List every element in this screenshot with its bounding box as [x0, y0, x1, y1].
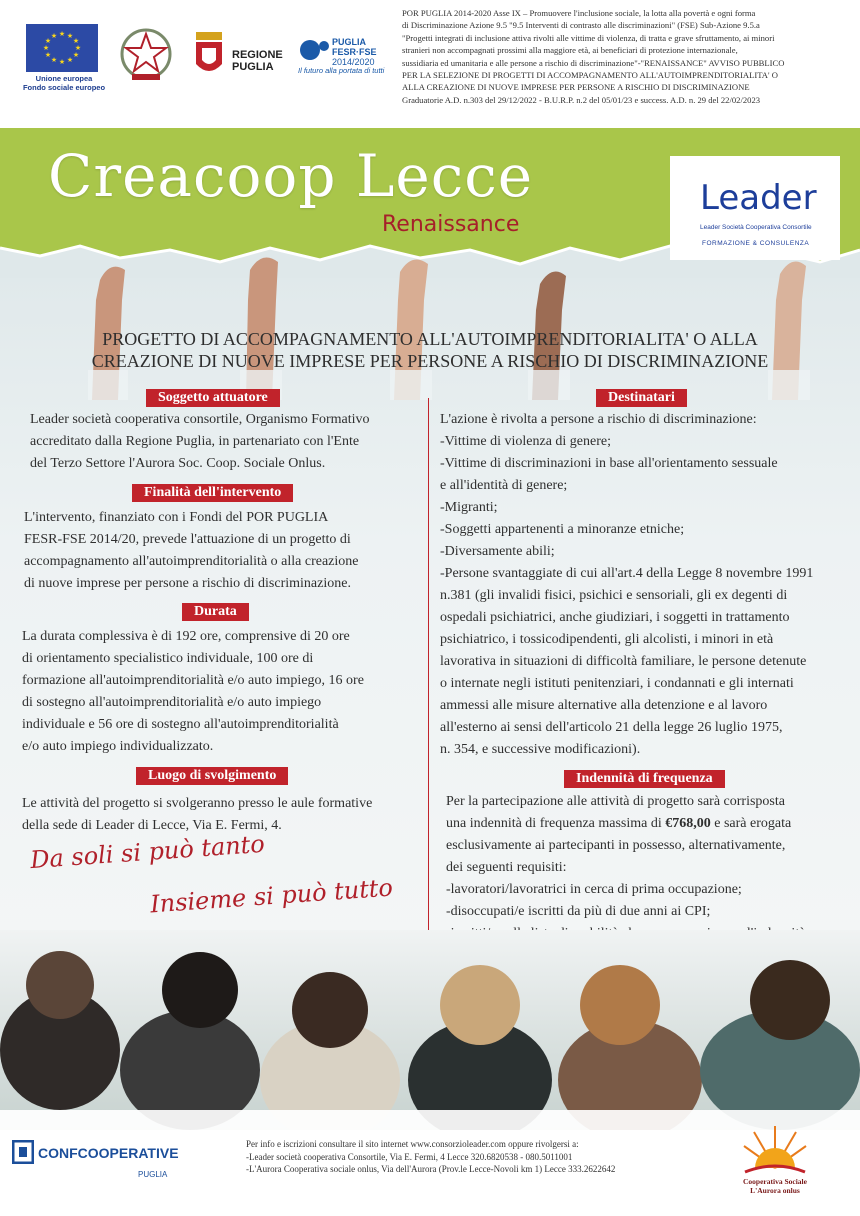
svg-text:★: ★: [72, 51, 80, 59]
legal-line: di Discriminazione Azione 9.5 "9.5 Interventi di contrasto alle discriminazioni" (FSE) Sub-Azione 9.5.a: [402, 20, 760, 31]
legal-line: POR PUGLIA 2014-2020 Asse IX – Promuovere l'inclusione sociale, la lotta alla povertà e ogni forma: [402, 8, 756, 18]
finalita-line: L'intervento, finanziato con i Fondi del POR PUGLIA: [24, 510, 329, 525]
section-luogo-text: [22, 793, 422, 837]
regione-puglia-label: [232, 49, 283, 73]
soggetto-line: del Terzo Settore l'Aurora Soc. Coop. Sociale Onlus.: [30, 456, 326, 471]
aurora-caption-line: L'Aurora onlus: [750, 1186, 800, 1195]
legal-notice: [402, 7, 822, 106]
section-finalita-text: [24, 507, 424, 595]
confcooperative-logo-icon: [12, 1140, 34, 1164]
leader-tagline: FORMAZIONE & CONSULENZA: [702, 240, 810, 247]
fesr-title: [332, 37, 377, 67]
confcooperative-region: PUGLIA: [138, 1170, 168, 1179]
svg-text:★: ★: [50, 56, 58, 64]
fesr-years: 2014/2020: [332, 57, 375, 67]
section-soggetto-label: Soggetto attuatore: [146, 389, 280, 407]
destinatari-line: psichiatrico, i tossicodipendenti, gli alcolisti, i minori in età: [440, 632, 774, 647]
svg-text:★: ★: [72, 37, 80, 45]
eu-flag-icon: [26, 24, 98, 72]
brand-title: Creacoop Lecce: [48, 142, 534, 210]
section-durata-label: Durata: [182, 603, 249, 621]
indennita-amount: €768,00: [665, 816, 711, 831]
finalita-line: FESR-FSE 2014/20, prevede l'attuazione di un progetto di: [24, 532, 351, 547]
destinatari-line: ammessi alle misure alternative alla detenzione e al lavoro: [440, 698, 768, 713]
fesr-tagline: Il futuro alla portata di tutti: [298, 66, 385, 75]
fesr-program: FESR·FSE: [332, 47, 377, 57]
durata-line: e/o auto impiego individualizzato.: [22, 739, 214, 754]
aurora-caption-line: Cooperativa Sociale: [743, 1177, 807, 1186]
confcooperative-name: CONFCOOPERATIVE: [38, 1145, 179, 1161]
durata-line: di sostegno all'autoimprenditorialità e/o auto impiego: [22, 695, 322, 710]
soggetto-line: accreditato dalla Regione Puglia, in partenariato con l'Ente: [30, 434, 360, 449]
eu-caption: [22, 74, 106, 92]
contact-line: Per info e iscrizioni consultare il sito internet www.consorzioleader.com oppure rivolgersi a:: [246, 1139, 579, 1149]
section-indennita-text: [446, 791, 846, 945]
indennita-line: -disoccupati/e iscritti da più di due anni ai CPI;: [446, 904, 711, 919]
destinatari-line: -Migranti;: [440, 500, 498, 515]
destinatari-line: ospedali psichiatrici, anche giudiziari, i soggetti in trattamento: [440, 610, 790, 625]
italian-republic-emblem-icon: [118, 24, 174, 86]
motto-line-2: Insieme si può tutto: [149, 873, 394, 919]
indennita-line: -lavoratori/lavoratrici in cerca di prima occupazione;: [446, 882, 742, 897]
eu-caption-line: Unione europea: [35, 74, 93, 83]
indennita-line: esclusivamente ai partecipanti in possesso, alternativamente,: [446, 838, 786, 853]
eu-caption-line: Fondo sociale europeo: [22, 83, 106, 92]
destinatari-line: -Vittime di discriminazioni in base all'orientamento sessuale: [440, 456, 778, 471]
destinatari-line: -Persone svantaggiate di cui all'art.4 della Legge 8 novembre 1991: [440, 566, 814, 581]
indennita-text: e sarà erogata: [710, 816, 792, 831]
soggetto-line: Leader società cooperativa consortile, Organismo Formativo: [30, 412, 370, 427]
section-indennita-label: Indennità di frequenza: [564, 770, 725, 788]
destinatari-line: all'esterno ai sensi dell'articolo 21 della legge 26 luglio 1975,: [440, 720, 783, 735]
luogo-line: della sede di Leader di Lecce, Via E. Fermi, 4.: [22, 818, 282, 833]
section-soggetto-text: [30, 409, 420, 475]
leader-subtitle: Leader Società Cooperativa Consortile: [700, 224, 812, 231]
destinatari-line: lavorativa in situazioni di difficoltà familiare, le persone detenute: [440, 654, 807, 669]
contact-line: -Leader società cooperativa Consortile, Via E. Fermi, 4 Lecce 320.6820538 - 080.5011001: [246, 1151, 573, 1162]
luogo-line: Le attività del progetto si svolgeranno presso le aule formative: [22, 796, 373, 811]
main-title: [60, 328, 800, 372]
svg-text:★: ★: [44, 51, 52, 59]
section-destinatari-label: Destinatari: [596, 389, 687, 407]
section-finalita-label: Finalità dell'intervento: [132, 484, 293, 502]
leader-logo: Leader: [700, 178, 817, 218]
svg-text:★: ★: [58, 30, 66, 38]
column-divider: [428, 398, 429, 958]
fesr-name: PUGLIA: [332, 37, 367, 47]
svg-text:★: ★: [44, 37, 52, 45]
indennita-line: [446, 813, 846, 835]
regione-line: REGIONE: [232, 49, 283, 61]
svg-text:★: ★: [50, 32, 58, 40]
aurora-sun-logo-icon: [740, 1120, 810, 1176]
legal-line: "Progetti integrati di inclusione attiva rivolti alle vittime di violenza, di tratta e grave sfruttamento, ai minori: [402, 32, 775, 43]
raised-arms-illustration: [0, 240, 860, 400]
svg-text:★: ★: [66, 56, 74, 64]
indennita-line: Per la partecipazione alle attività di progetto sarà corrisposta: [446, 794, 785, 809]
legal-line: sussidiaria ed umanitaria e alle persone a rischio di discriminazione"-"RENAISSANCE" AVVISO PUBBLICO: [402, 57, 785, 68]
aurora-caption: [720, 1177, 830, 1195]
destinatari-line: e all'identità di genere;: [440, 478, 568, 493]
indennita-text: una indennità di frequenza massima di: [446, 816, 666, 831]
indennita-line: dei seguenti requisiti:: [446, 860, 567, 875]
main-title-line: CREAZIONE DI NUOVE IMPRESE PER PERSONE A RISCHIO DI DISCRIMINAZIONE: [91, 351, 769, 371]
contact-info: [246, 1138, 676, 1176]
destinatari-line: -Vittime di violenza di genere;: [440, 434, 611, 449]
legal-line: PER LA SELEZIONE DI PROGETTI DI ACCOMPAGNAMENTO ALL'AUTOIMPRENDITORIALITA' O: [402, 70, 778, 81]
destinatari-line: n.381 (gli invalidi fisici, psichici e sensoriali, gli ex degenti di: [440, 588, 788, 603]
durata-line: individuale e 56 ore di sostegno all'autoimprenditorialità: [22, 717, 339, 732]
durata-line: di orientamento specialistico individuale, 100 ore di: [22, 651, 314, 666]
main-title-line: PROGETTO DI ACCOMPAGNAMENTO ALL'AUTOIMPRENDITORIALITA' O ALLA: [102, 329, 758, 349]
destinatari-line: L'azione è rivolta a persone a rischio di discriminazione:: [440, 412, 757, 427]
finalita-line: di nuove imprese per persone a rischio di discriminazione.: [24, 576, 351, 591]
svg-text:★: ★: [58, 58, 66, 66]
motto-line-1: Da soli si può tanto: [29, 829, 266, 875]
indennita-requirements: [446, 835, 846, 945]
legal-line: ALLA CREAZIONE DI NUOVE IMPRESE PER PERSONE A RISCHIO DI DISCRIMINAZIONE: [402, 82, 750, 93]
svg-text:★: ★: [66, 32, 74, 40]
destinatari-line: o internate negli istituti penitenziari, i condannati e gli internati: [440, 676, 794, 691]
durata-line: formazione all'autoimprenditorialità e/o auto impiego, 16 ore: [22, 673, 364, 688]
destinatari-line: n. 354, e successive modificazioni).: [440, 742, 641, 757]
finalita-line: accompagnamento all'autoimprenditorialità o alla creazione: [24, 554, 359, 569]
destinatari-line: -Diversamente abili;: [440, 544, 555, 559]
group-of-people-photo: [0, 930, 860, 1130]
section-destinatari-text: [440, 409, 850, 761]
regione-line: PUGLIA: [232, 61, 274, 73]
svg-text:★: ★: [42, 44, 50, 52]
puglia-shield-icon: [194, 30, 224, 80]
svg-text:★: ★: [74, 44, 82, 52]
legal-line: Graduatorie A.D. n.303 del 29/12/2022 - B.U.R.P. n.2 del 05/01/23 e success. A.D. n. 29 del 22/02/2023: [402, 94, 761, 105]
brand-subtitle: Renaissance: [382, 212, 520, 237]
section-luogo-label: Luogo di svolgimento: [136, 767, 288, 785]
contact-line: -L'Aurora Cooperativa sociale onlus, Via dell'Aurora (Prov.le Lecce-Novoli km 1) Lecce 333.2622642: [246, 1164, 616, 1174]
legal-line: stranieri non accompagnati prossimi alla maggiore età, ai beneficiari di protezione internazionale,: [402, 45, 738, 56]
destinatari-line: -Soggetti appartenenti a minoranze etniche;: [440, 522, 685, 537]
section-durata-text: [22, 626, 422, 758]
durata-line: La durata complessiva è di 192 ore, comprensive di 20 ore: [22, 629, 350, 644]
